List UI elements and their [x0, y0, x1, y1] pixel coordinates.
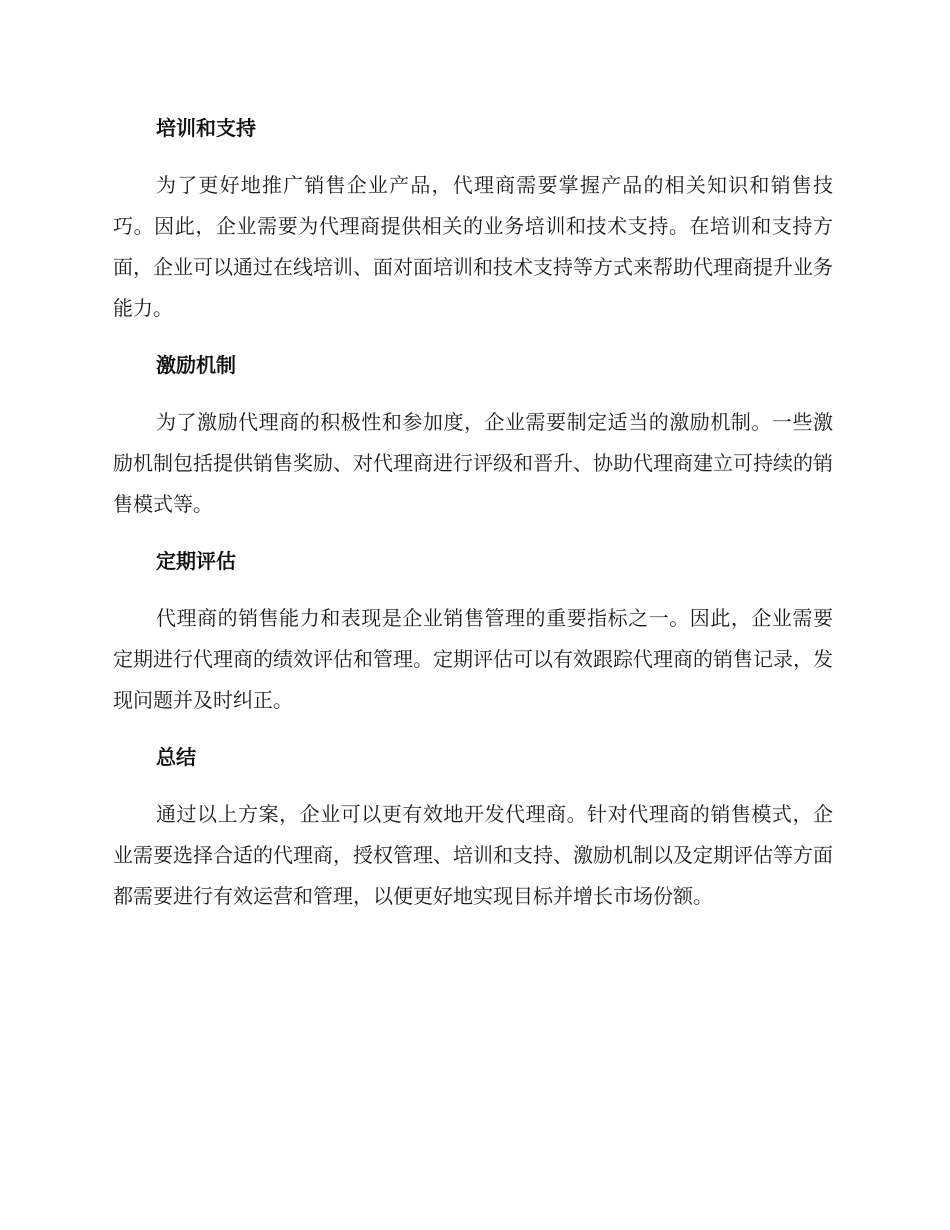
section-periodic-evaluation	[113, 539, 833, 721]
section-paragraph: 为了激励代理商的积极性和参加度，企业需要制定适当的激励机制。一些激励机制包括提供销售奖励、对代理商进行评级和晋升、协助代理商建立可持续的销售模式等。	[113, 410, 833, 516]
section-heading: 激励机制	[156, 353, 236, 377]
section-paragraph: 通过以上方案，企业可以更有效地开发代理商。针对代理商的销售模式，企业需要选择合适的代理商，授权管理、培训和支持、激励机制以及定期评估等方面都需要进行有效运营和管理，以便更好地实现目标并增长市场份额。	[113, 802, 833, 908]
section-summary	[113, 735, 833, 917]
section-paragraph: 代理商的销售能力和表现是企业销售管理的重要指标之一。因此，企业需要定期进行代理商的绩效评估和管理。定期评估可以有效跟踪代理商的销售记录，发现问题并及时纠正。	[113, 606, 833, 712]
section-heading: 定期评估	[156, 549, 236, 573]
document-page	[113, 106, 833, 931]
section-training-support	[113, 106, 833, 329]
section-heading: 培训和支持	[156, 116, 256, 140]
section-incentive-mechanism	[113, 343, 833, 525]
section-paragraph: 为了更好地推广销售企业产品，代理商需要掌握产品的相关知识和销售技巧。因此，企业需要为代理商提供相关的业务培训和技术支持。在培训和支持方面，企业可以通过在线培训、面对面培训和技术支持等方式来帮助代理商提升业务能力。	[113, 173, 833, 320]
section-heading: 总结	[156, 745, 196, 769]
